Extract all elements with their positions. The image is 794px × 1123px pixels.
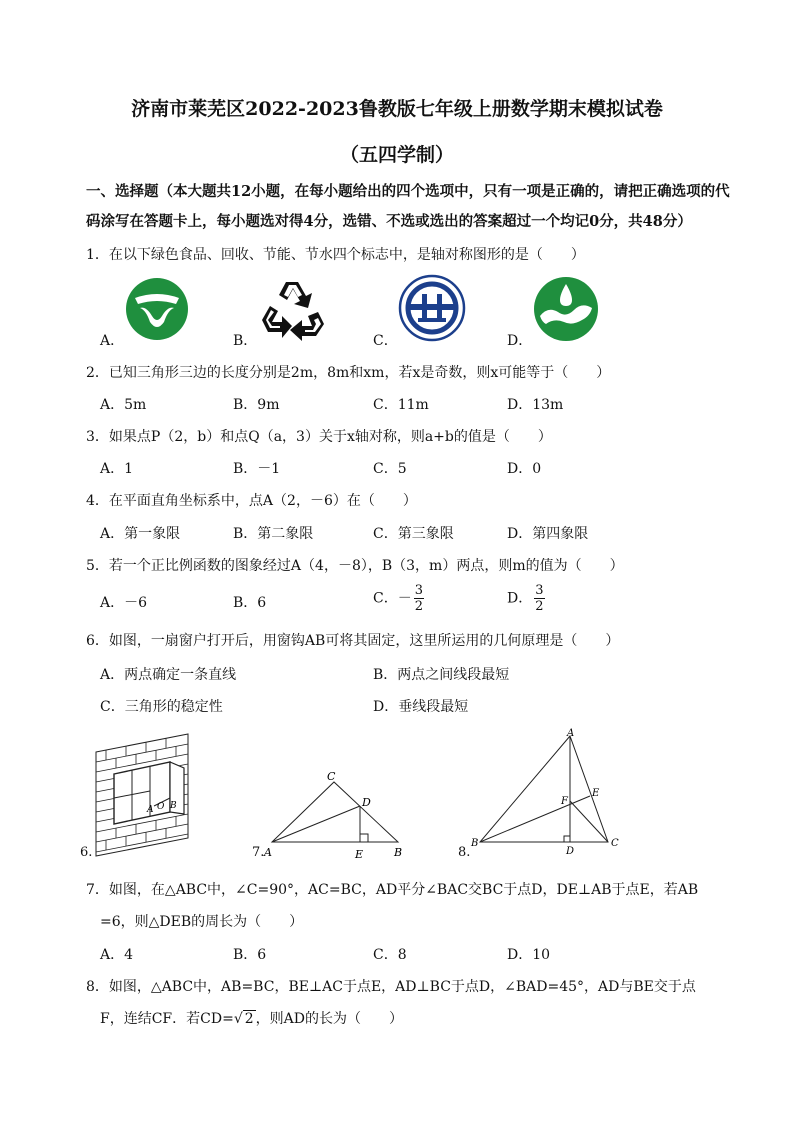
figure-7-point-b: B <box>394 846 403 859</box>
option-label: C．－ <box>373 590 412 607</box>
figure-8-point-f: F <box>561 796 568 807</box>
question-1 <box>86 244 585 264</box>
question-8-cont <box>100 1008 403 1028</box>
q2-option-c[interactable]: C．11m <box>373 397 429 413</box>
question-text: 若一个正比例函数的图象经过A（4，－8），B（3，m）两点，则m的值为（ ） <box>108 558 624 574</box>
figure-6-point-o: O <box>157 802 165 812</box>
q4-option-d[interactable]: D．第四象限 <box>507 526 589 542</box>
water-saving-logo <box>532 276 600 342</box>
q3-option-d[interactable]: D．0 <box>507 461 542 477</box>
question-number: 5． <box>86 558 109 574</box>
q1-option-b[interactable]: B． <box>233 333 258 349</box>
figure-8-triangle <box>468 726 628 862</box>
q1-option-c[interactable]: C． <box>373 333 398 349</box>
question-number: 1． <box>86 247 109 263</box>
q6-option-b[interactable]: B．两点之间线段最短 <box>373 667 510 683</box>
figure-7-label: 7. <box>252 845 265 860</box>
question-4 <box>86 490 417 510</box>
q2-option-d[interactable]: D．13m <box>507 397 564 413</box>
option-label: D． <box>507 590 533 607</box>
fraction <box>414 584 424 613</box>
q5-option-d[interactable] <box>507 584 545 613</box>
fraction-denominator: 2 <box>414 599 423 614</box>
question-text: 在平面直角坐标系中，点A（2，－6）在（ ） <box>108 493 417 509</box>
question-number: 8． <box>86 979 109 995</box>
fraction-numerator: 3 <box>535 583 544 598</box>
question-text: 已知三角形三边的长度分别是2m，8m和xm，若x是奇数，则x可能等于（ ） <box>108 365 611 381</box>
figure-7-point-d: D <box>362 796 371 809</box>
q6-option-c[interactable]: C．三角形的稳定性 <box>100 699 223 715</box>
q7-option-b[interactable]: B．6 <box>233 947 267 963</box>
figure-8-point-b: B <box>471 838 479 849</box>
q2-option-a[interactable]: A．5m <box>100 397 147 413</box>
figure-7-point-c: C <box>327 770 336 783</box>
question-7-cont: =6，则△DEB的周长为（ ） <box>100 914 304 930</box>
question-text: F，连结CF．若CD= <box>100 1011 234 1027</box>
question-number: 6． <box>86 633 109 649</box>
q5-option-a[interactable]: A．－6 <box>100 595 148 611</box>
question-number: 2． <box>86 365 109 381</box>
green-food-logo <box>124 276 190 342</box>
section-header-line1: 一、选择题（本大题共12小题，在每小题给出的四个选项中，只有一项是正确的，请把正确选项的代 <box>86 183 730 200</box>
fraction-denominator: 2 <box>535 599 544 614</box>
q2-option-b[interactable]: B．9m <box>233 397 280 413</box>
question-text: 如果点P（2，b）和点Q（a，3）关于x轴对称，则a+b的值是（ ） <box>108 429 552 445</box>
question-text: 在以下绿色食品、回收、节能、节水四个标志中，是轴对称图形的是（ ） <box>108 247 585 263</box>
question-5 <box>86 555 624 575</box>
figure-7-point-a: A <box>264 846 272 859</box>
figure-6-window <box>92 732 196 860</box>
page-subtitle: （五四学制） <box>339 144 454 166</box>
figure-7-point-e: E <box>355 848 364 861</box>
q4-option-b[interactable]: B．第二象限 <box>233 526 314 542</box>
figure-6-point-b: B <box>170 801 177 811</box>
question-text: 如图，一扇窗户打开后，用窗钩AB可将其固定，这里所运用的几何原理是（ ） <box>108 633 620 649</box>
section-header-line2: 码涂写在答题卡上，每小题选对得4分，选错、不选或选出的答案超过一个均记0分，共48分） <box>86 213 692 230</box>
energy-saving-logo <box>398 274 466 342</box>
q7-option-c[interactable]: C．8 <box>373 947 407 963</box>
q3-option-a[interactable]: A．1 <box>100 461 134 477</box>
question-7 <box>86 879 698 899</box>
fraction <box>534 584 544 613</box>
q5-option-c[interactable] <box>373 584 424 613</box>
figure-8-point-d: D <box>566 846 575 857</box>
q4-option-c[interactable]: C．第三象限 <box>373 526 454 542</box>
q6-option-a[interactable]: A．两点确定一条直线 <box>100 667 237 683</box>
question-text: 如图，△ABC中，AB=BC，BE⊥AC于点E，AD⊥BC于点D，∠BAD=45°，AD与BE交于点 <box>108 979 696 995</box>
figure-6-point-a: A <box>147 805 154 815</box>
question-number: 4． <box>86 493 109 509</box>
figure-8-label: 8. <box>458 845 471 860</box>
page-title: 济南市莱芜区2022-2023鲁教版七年级上册数学期末模拟试卷 <box>131 98 663 120</box>
figure-8-point-c: C <box>611 838 619 849</box>
question-6 <box>86 630 619 650</box>
figure-7-triangle <box>262 766 412 862</box>
question-3 <box>86 426 552 446</box>
q1-option-d[interactable]: D． <box>507 333 533 349</box>
figure-8-point-a: A <box>567 728 575 739</box>
q6-option-d[interactable]: D．垂线段最短 <box>373 699 469 715</box>
q3-option-b[interactable]: B．－1 <box>233 461 281 477</box>
question-text: 如图，在△ABC中，∠C=90°，AC=BC，AD平分∠BAC交BC于点D，DE⊥AB于点E，若AB <box>108 882 699 898</box>
figure-6-label: 6. <box>80 845 93 860</box>
sqrt-symbol: √ <box>233 1011 243 1027</box>
question-number: 3． <box>86 429 109 445</box>
q3-option-c[interactable]: C．5 <box>373 461 407 477</box>
q4-option-a[interactable]: A．第一象限 <box>100 526 181 542</box>
question-8 <box>86 976 696 996</box>
q7-option-d[interactable]: D．10 <box>507 947 551 963</box>
q7-option-a[interactable]: A．4 <box>100 947 134 963</box>
recycle-logo <box>258 276 326 342</box>
question-2 <box>86 362 610 382</box>
fraction-numerator: 3 <box>414 583 423 598</box>
q1-option-a[interactable]: A． <box>100 333 125 349</box>
figure-8-point-e: E <box>592 788 600 799</box>
question-number: 7． <box>86 882 109 898</box>
sqrt-radicand: 2 <box>244 1011 254 1027</box>
q5-option-b[interactable]: B．6 <box>233 595 267 611</box>
question-text: ，则AD的长为（ ） <box>255 1011 403 1027</box>
